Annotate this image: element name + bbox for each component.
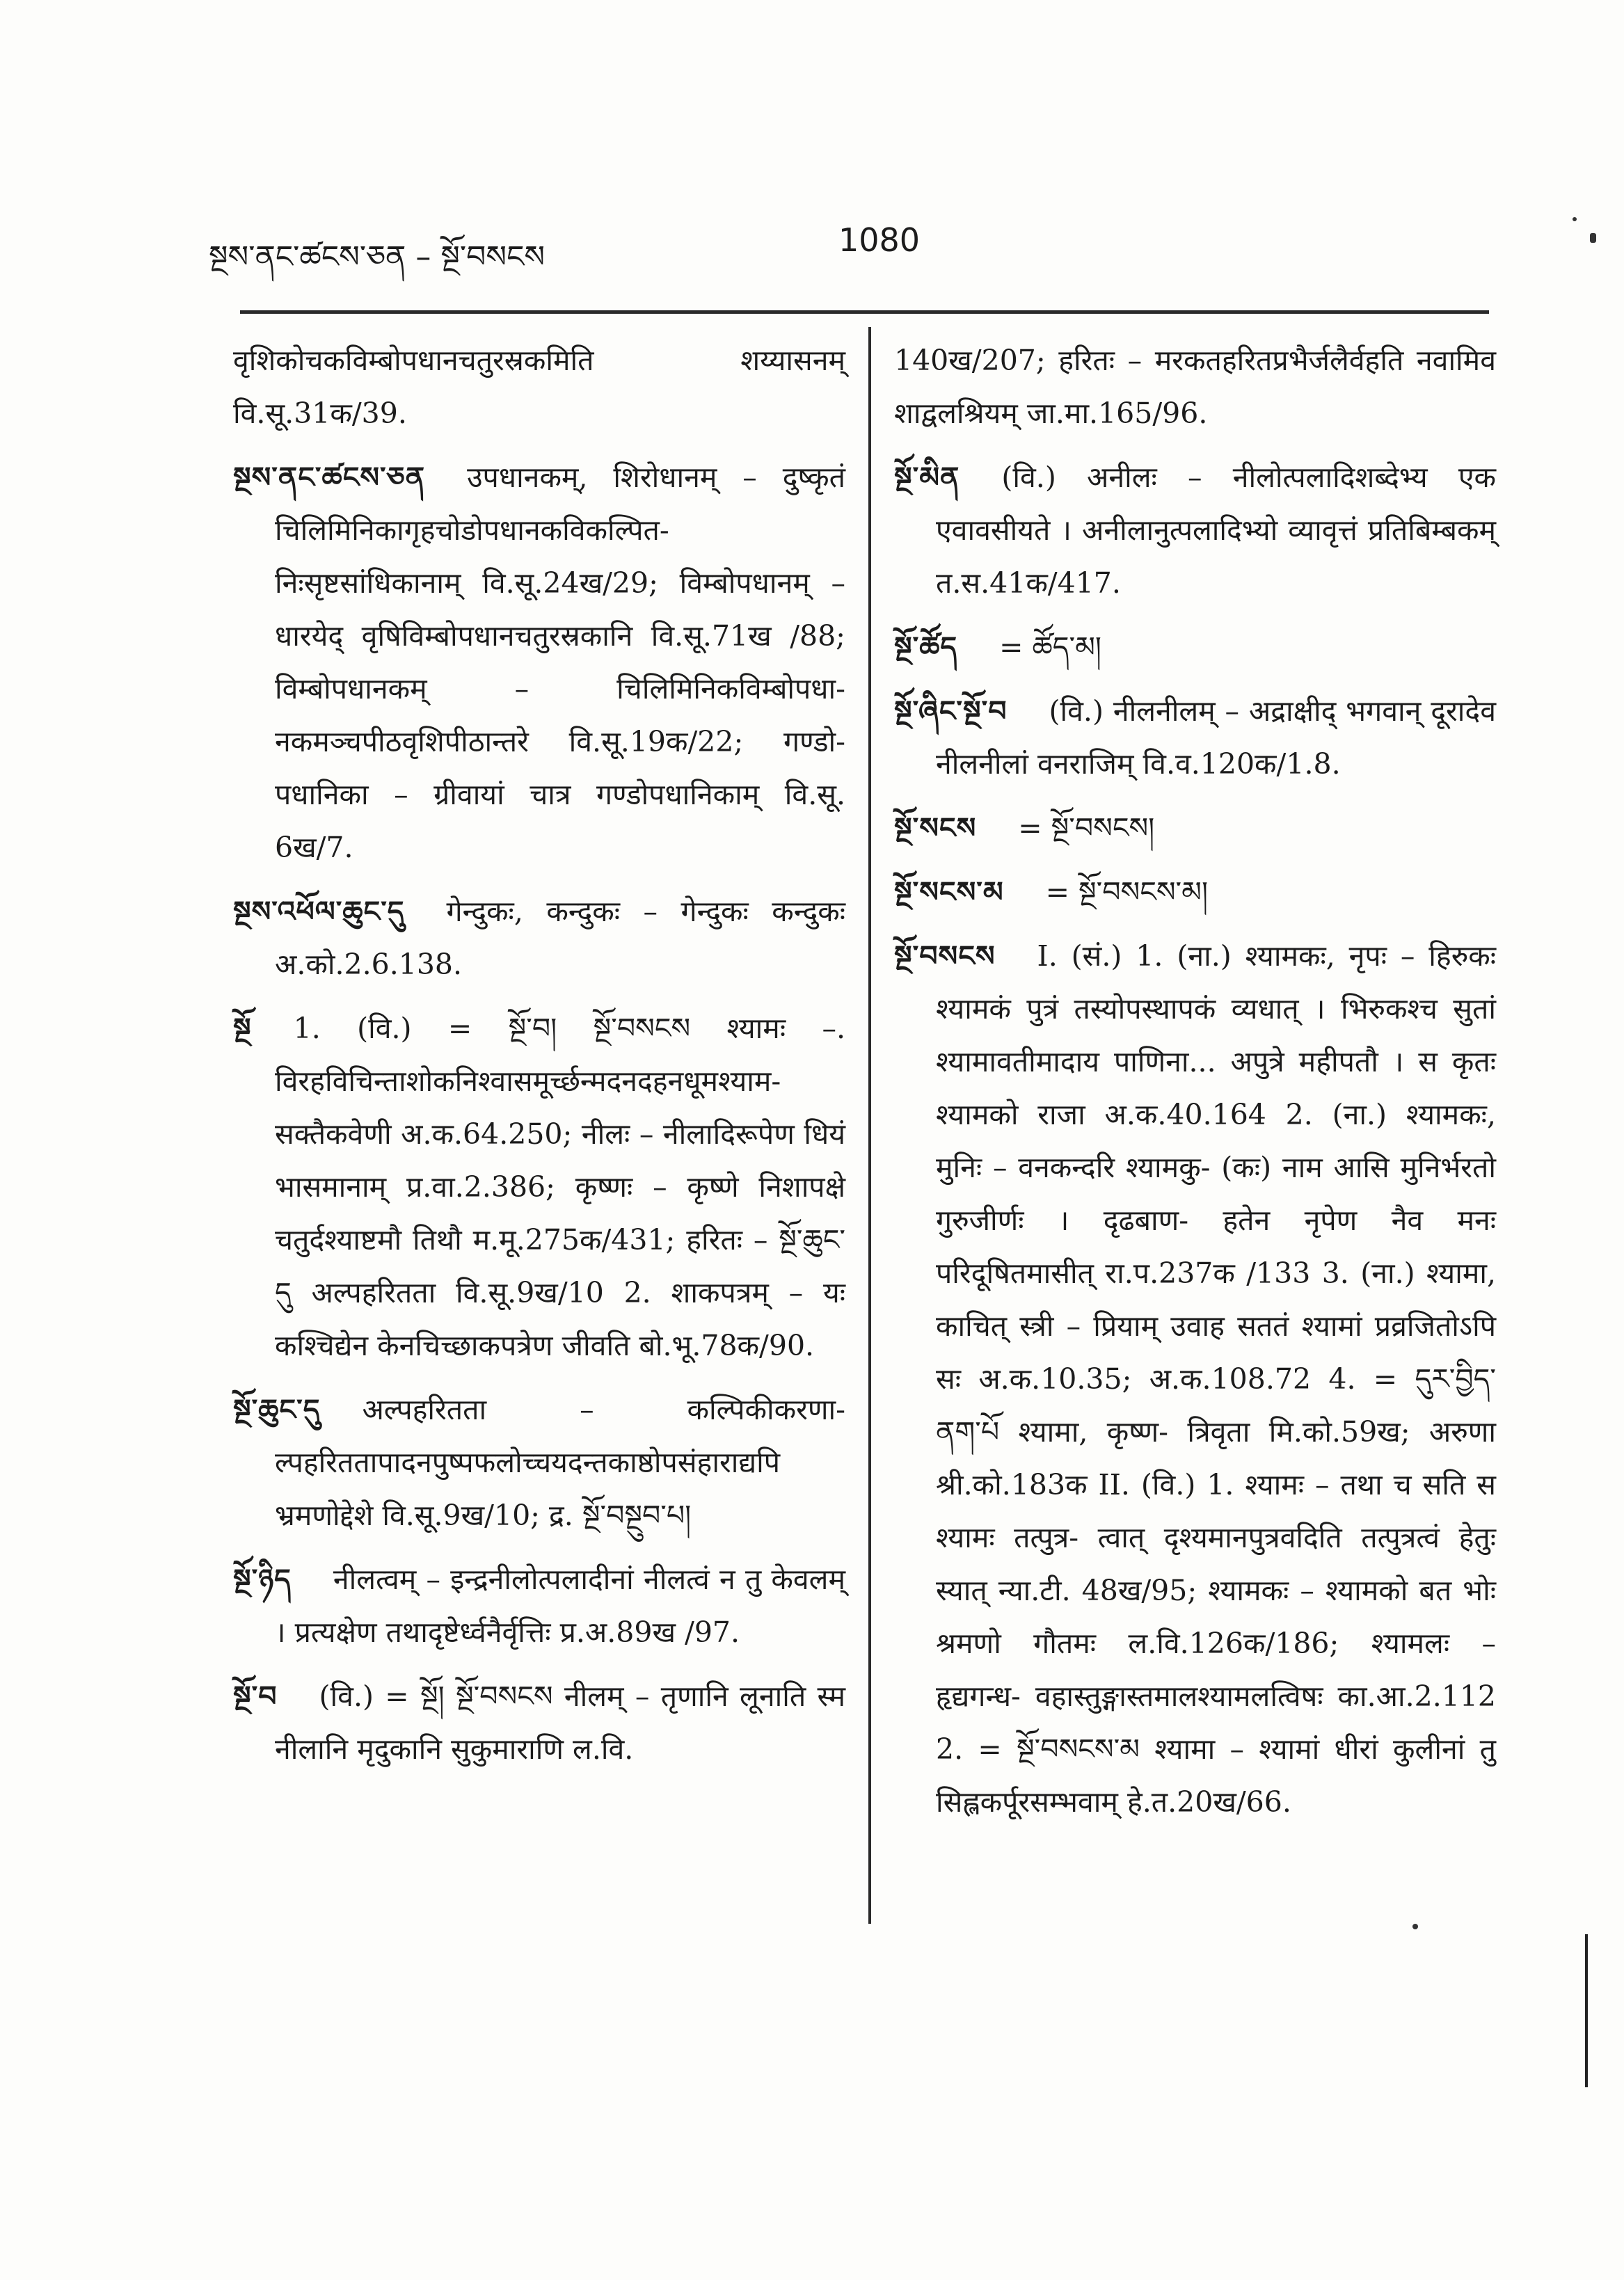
- entry-headword: སྔོ་ཚོད: [894, 630, 958, 664]
- entry-text: वृशिकोचकविम्बोपधानचतुरस्रकमिति शय्यासनम् वि.सू.31क/39.: [233, 344, 845, 430]
- entry-headword: སྔོ་སངས: [894, 811, 977, 845]
- entry-text: गेन्दुकः, कन्दुकः – गेन्दुकः कन्दुकः अ.को.2.6.138.: [275, 895, 845, 981]
- scan-speck: [1573, 217, 1577, 221]
- entry-text: I. (सं.) 1. (ना.) श्यामकः, नृपः – हिरुकः श्यामकं पुत्रं तस्योपस्थापकं व्यधात् । भिरुकश्च सुतां श्यामावतीमादाय पाणिना... अपुत्रे महीपतौ । स कृतः श्यामको राजा अ.क.40.164 2. (ना.) श्यामकः, मुनिः – वनकन्दरि श्यामकु- (कः) नाम आसि मुनिर्भरतो गुरुजीर्णः । दृढबाण- हतेन नृपेण नैव मनः परिदूषितमासीत् रा.प.237क /133 3. (ना.) श्यामा, काचित् स्त्री – प्रियाम् उवाह सततं श्यामां प्रव्रजितोऽपि सः अ.क.10.35; अ.क.108.72 4. = དུར་བྱིད་ནག་པོ श्यामा, कृष्ण- त्रिवृता मि.को.59ख; अरुणा श्री.को.183क II. (वि.) 1. श्यामः – तथा च सति स श्यामः तत्पुत्र- त्वात् दृश्यमानपुत्रवदिति तत्पुत्रत्वं हेतुः स्यात् न्या.टी. 48ख/95; श्यामकः – श्यामको बत भोः श्रमणो गौतमः ल.वि.126क/186; श्यामलः – हृद्यगन्ध- वहास्तुङ्गास्तमालश्यामलत्विषः का.आ.2.112 2. = སྔོ་བསངས་མ श्यामा – श्यामां धीरां कुलीनां तु सिह्लकर्पूरसम्भवाम् हे.त.20ख/66.: [936, 939, 1496, 1819]
- entry-text: = སྔོ་བསངས་མ།: [1045, 875, 1209, 909]
- dictionary-entry: [233, 1002, 845, 1372]
- dictionary-entry: [233, 1670, 845, 1776]
- dictionary-entry: [894, 685, 1496, 790]
- dictionary-entry: [894, 451, 1496, 609]
- dictionary-entry: [233, 1383, 845, 1542]
- running-title: སྔས་ནང་ཚངས་ཅན – སྔོ་བསངས: [209, 239, 546, 275]
- entry-continuation: [233, 334, 845, 440]
- entry-text: (वि.) अनीलः – नीलोत्पलादिशब्देभ्य एक एवावसीयते । अनीलानुत्पलादिभ्यो व्यावृत्तं प्रतिबिम्बकम् त.स.41क/417.: [936, 461, 1496, 600]
- scan-speck: [1590, 233, 1596, 243]
- entry-headword: སྔོ་བ: [233, 1680, 278, 1713]
- scan-edge-mark: [1585, 1934, 1588, 2087]
- entry-headword: སྔོ་བསངས: [894, 939, 996, 973]
- entry-headword: སྔས་ནང་ཚངས་ཅན: [233, 461, 426, 494]
- page-number: 1080: [838, 221, 921, 259]
- entry-headword: སྔོ་ཞིང་སྔོ་བ: [894, 694, 1008, 728]
- page-header: [0, 0, 1624, 306]
- entry-text: = སྔོ་བསངས།: [1018, 811, 1155, 845]
- dictionary-entry: [233, 1553, 845, 1659]
- dictionary-entry: [894, 621, 1496, 673]
- dictionary-entry: [894, 930, 1496, 1828]
- column-divider: [868, 327, 871, 1924]
- entry-text: 140ख/207; हरितः – मरकतहरितप्रभैर्जलैर्वहति नवामिव शाद्वलश्रियम् जा.मा.165/96.: [894, 344, 1496, 430]
- entry-headword: སྔོ་མིན: [894, 461, 960, 494]
- entry-text: = ཚོད་མ།: [999, 630, 1101, 664]
- right-column: [894, 334, 1496, 1840]
- header-rule: [240, 310, 1489, 314]
- scan-speck: [1412, 1924, 1418, 1929]
- entry-headword: སྔས་འཕོལ་ཆུང་དུ: [233, 895, 405, 928]
- entry-headword: སྔོ་སངས་མ: [894, 875, 1004, 909]
- dictionary-entry: [894, 802, 1496, 854]
- dictionary-entry: [233, 451, 845, 874]
- entry-text: उपधानकम्, शिरोधानम् – दुष्कृतं चिलिमिनिकागृहचोडोपधानकविकल्पित- निःसृष्टसांधिकानाम् वि.सू.24ख/29; विम्बोपधानम् – धारयेद् वृषिविम्बोपधानचतुरस्रकानि वि.सू.71ख /88; विम्बोपधानकम् – चिलिमिनिकविम्बोपधा- नकमञ्चपीठवृशिपीठान्तरे वि.सू.19क/22; गण्डो- पधानिका – ग्रीवायां चात्र गण्डोपधानिकाम् वि.सू. 6ख/7.: [275, 461, 845, 864]
- entry-text: नीलत्वम् – इन्द्रनीलोत्पलादीनां नीलत्वं न तु केवलम् । प्रत्यक्षेण तथादृष्टेर्ध्वनैर्वृत्तिः प्र.अ.89ख /97.: [275, 1563, 845, 1649]
- entry-continuation: [894, 334, 1496, 440]
- dictionary-entry: [233, 885, 845, 991]
- left-column: [233, 334, 845, 1787]
- entry-text: 1. (वि.) = སྔོ་བ། སྔོ་བསངས श्यामः –. विरहविचिन्ताशोकनिश्वासमूर्च्छन्मदनदहनधूमश्याम- सक्तैकवेणी अ.क.64.250; नीलः – नीलादिरूपेण धियं भासमानाम् प्र.वा.2.386; कृष्णः – कृष्णे निशापक्षे चतुर्दश्याष्टमौ तिथौ म.मू.275क/431; हरितः – སྔོ་ཆུང་དུ अल्पहरितता वि.सू.9ख/10 2. शाकपत्रम् – यः कश्चिद्येन केनचिच्छाकपत्रेण जीवति बो.भू.78क/90.: [275, 1012, 845, 1362]
- entry-headword: སྔོ་ཉིད: [233, 1563, 292, 1596]
- entry-text: (वि.) = སྔོ། སྔོ་བསངས नीलम् – तृणानि लूनाति स्म नीलानि मृदुकानि सुकुमाराणि ल.वि.: [275, 1680, 845, 1766]
- dictionary-entry: [894, 866, 1496, 918]
- entry-text: (वि.) नीलनीलम् – अद्राक्षीद् भगवान् दूरादेव नीलनीलां वनराजिम् वि.व.120क/1.8.: [936, 694, 1496, 781]
- entry-headword: སྔོ: [233, 1012, 252, 1045]
- entry-text: अल्पहरितता – कल्पिकीकरणा- ल्पहरिततापादनपुष्पफलोच्चयदन्तकाष्ठोपसंहाराद्यपि भ्रमणोद्देशे वि.सू.9ख/10; द्र. སྔོ་བསྔུབ་པ།: [275, 1393, 845, 1532]
- entry-headword: སྔོ་ཆུང་དུ: [233, 1393, 321, 1426]
